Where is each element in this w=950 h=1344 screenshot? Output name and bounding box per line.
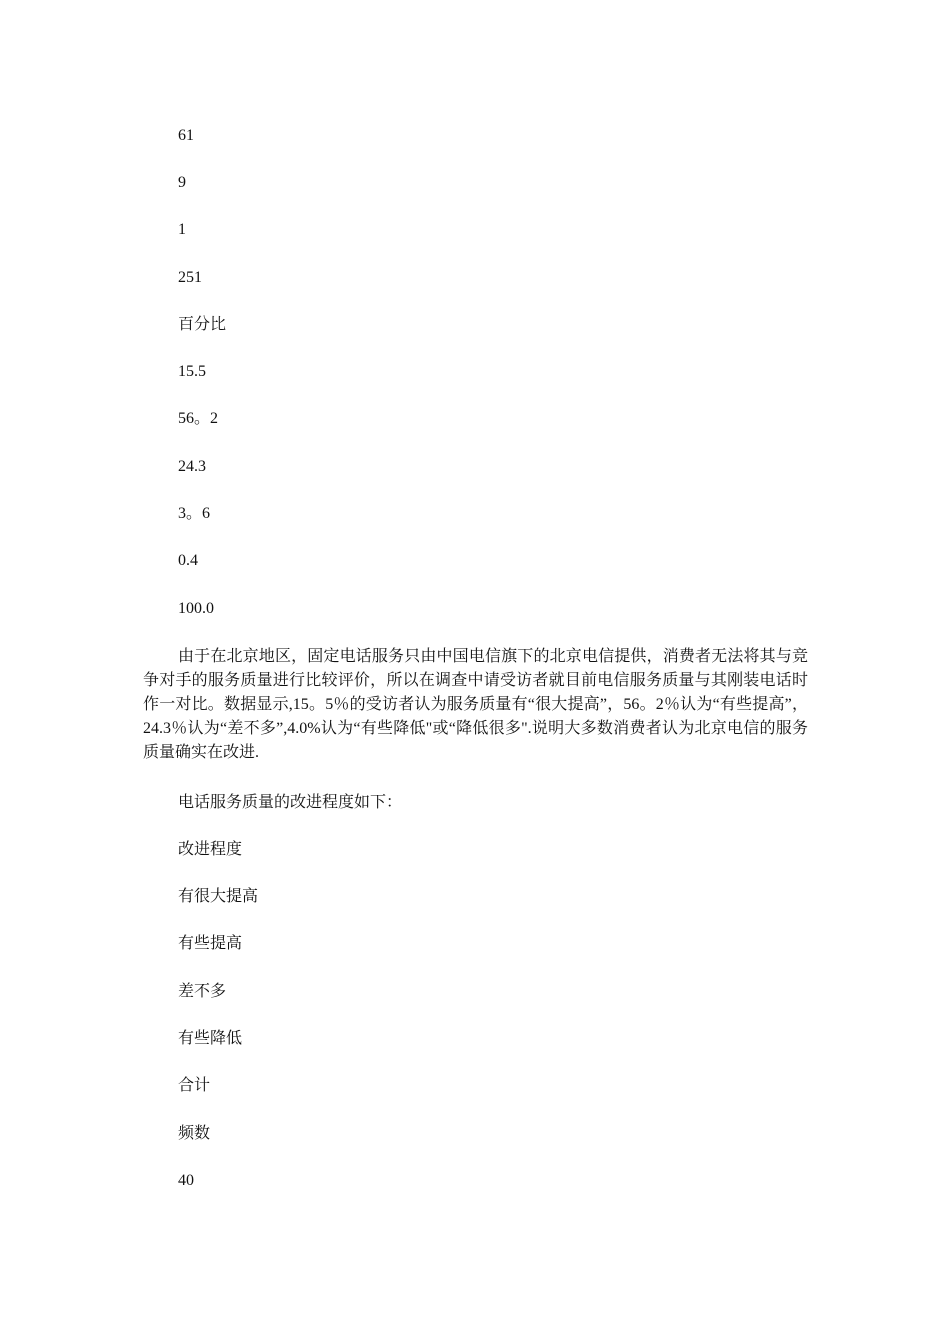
- list-item: 差不多: [178, 983, 227, 1000]
- list-item: 3。6: [178, 505, 211, 522]
- list-item: 40: [178, 1172, 194, 1189]
- list-item: 24.3: [178, 458, 206, 475]
- list-item: 251: [178, 269, 202, 286]
- list-item: 1: [178, 221, 186, 238]
- list-item: 56。2: [178, 410, 219, 427]
- list-item: 0.4: [178, 552, 198, 569]
- list-item: 100.0: [178, 600, 214, 617]
- list-item: 有很大提高: [178, 888, 259, 905]
- list-item: 15.5: [178, 363, 206, 380]
- list-item: 有些提高: [178, 935, 243, 952]
- list-item: 频数: [178, 1125, 211, 1142]
- list-item: 合计: [178, 1077, 211, 1094]
- list-item: 有些降低: [178, 1030, 243, 1047]
- body-paragraph: 由于在北京地区，固定电话服务只由中国电信旗下的北京电信提供，消费者无法将其与竞争对手的服务质量进行比较评价，所以在调查中请受访者就目前电信服务质量与其刚装电话时作一对比。数据显示,15。5％的受访者认为服务质量有“很大提高”，56。2％认为“有些提高”，24.3％认为“差不多”,4.0%认为“有些降低"或“降低很多".说明大多数消费者认为北京电信的服务质量确实在改进.: [143, 648, 808, 761]
- list-item: 改进程度: [178, 841, 243, 858]
- list-item: 9: [178, 174, 186, 191]
- list-item: 61: [178, 127, 194, 144]
- list-item: 百分比: [178, 316, 227, 333]
- intro-paragraph: 电话服务质量的改进程度如下：: [178, 794, 403, 811]
